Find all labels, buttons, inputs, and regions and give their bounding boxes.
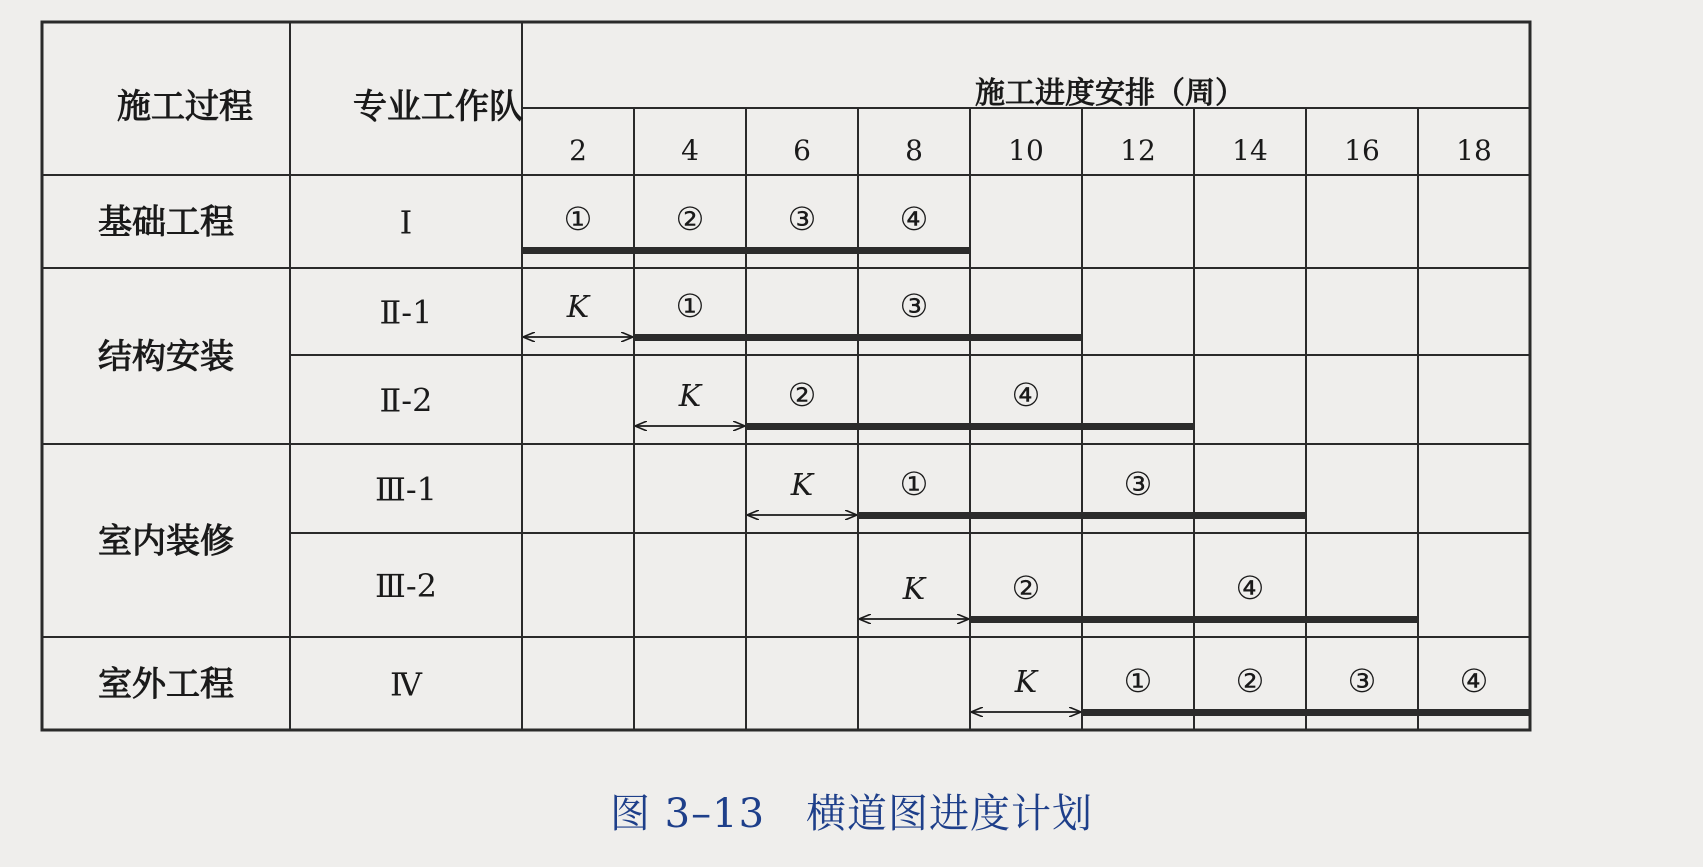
- header-team: 专业工作队: [353, 87, 523, 127]
- gantt-bar: [1082, 512, 1306, 519]
- segment-label: ④: [899, 200, 929, 238]
- week-tick-label: 14: [1232, 134, 1268, 167]
- week-tick-label: 8: [905, 134, 923, 167]
- gap-label: K: [566, 290, 590, 325]
- gap-label: K: [902, 572, 926, 607]
- segment-label: ①: [675, 287, 705, 325]
- gantt-bar: [634, 334, 858, 341]
- segment-label: ③: [1347, 662, 1377, 700]
- gantt-bar: [858, 334, 1082, 341]
- segment-label: ③: [1123, 465, 1153, 503]
- gantt-bars: [522, 200, 1530, 716]
- gantt-bar: [746, 423, 970, 430]
- gantt-bar: [1306, 709, 1418, 716]
- gantt-bar: [858, 247, 970, 254]
- process-label: 室外工程: [98, 664, 234, 705]
- week-tick-label: 10: [1008, 134, 1044, 167]
- gantt-bar: [1194, 616, 1418, 623]
- gantt-bar: [522, 247, 634, 254]
- segment-label: ①: [1123, 662, 1153, 700]
- process-label: 结构安装: [98, 337, 234, 377]
- gap-arrows: [524, 290, 1080, 712]
- segment-label: ①: [563, 200, 593, 238]
- table-grid: [42, 22, 1530, 730]
- gantt-bar: [1418, 709, 1530, 716]
- process-label: 基础工程: [98, 202, 234, 243]
- header-process: 施工过程: [117, 87, 253, 127]
- segment-label: ③: [787, 200, 817, 238]
- team-label: Ⅲ-1: [374, 470, 438, 509]
- gap-label: K: [678, 379, 702, 414]
- table-header: [117, 76, 1245, 127]
- segment-label: ④: [1011, 376, 1041, 414]
- team-label: Ⅱ-2: [379, 381, 433, 420]
- gantt-bar: [1194, 709, 1306, 716]
- week-tick-label: 2: [569, 134, 587, 167]
- gap-label: K: [1014, 665, 1038, 700]
- week-tick-label: 18: [1456, 134, 1492, 167]
- gantt-bar: [970, 423, 1194, 430]
- week-ticks: [569, 134, 1492, 167]
- team-label: Ⅱ-1: [379, 293, 433, 332]
- week-tick-label: 4: [681, 134, 699, 167]
- row-labels: [98, 203, 437, 705]
- segment-label: ④: [1235, 569, 1265, 607]
- team-label: Ⅳ: [390, 665, 422, 704]
- segment-label: ④: [1459, 662, 1489, 700]
- week-tick-label: 6: [793, 134, 811, 167]
- team-label: Ⅰ: [399, 203, 413, 242]
- segment-label: ②: [1235, 662, 1265, 700]
- segment-label: ③: [899, 287, 929, 325]
- gantt-bar: [746, 247, 858, 254]
- segment-label: ①: [899, 465, 929, 503]
- gap-label: K: [790, 468, 814, 503]
- process-label: 室内装修: [98, 521, 234, 562]
- week-tick-label: 12: [1120, 134, 1156, 167]
- gantt-bar: [1082, 709, 1194, 716]
- segment-label: ②: [787, 376, 817, 414]
- header-schedule: 施工进度安排（周）: [975, 76, 1245, 111]
- segment-label: ②: [1011, 569, 1041, 607]
- gantt-bar: [858, 512, 1082, 519]
- week-tick-label: 16: [1344, 134, 1380, 167]
- team-label: Ⅲ-2: [374, 567, 438, 605]
- segment-label: ②: [675, 200, 705, 238]
- gantt-bar: [970, 616, 1194, 623]
- gantt-bar: [634, 247, 746, 254]
- figure-caption: 图 3–13 横道图进度计划: [609, 791, 1094, 837]
